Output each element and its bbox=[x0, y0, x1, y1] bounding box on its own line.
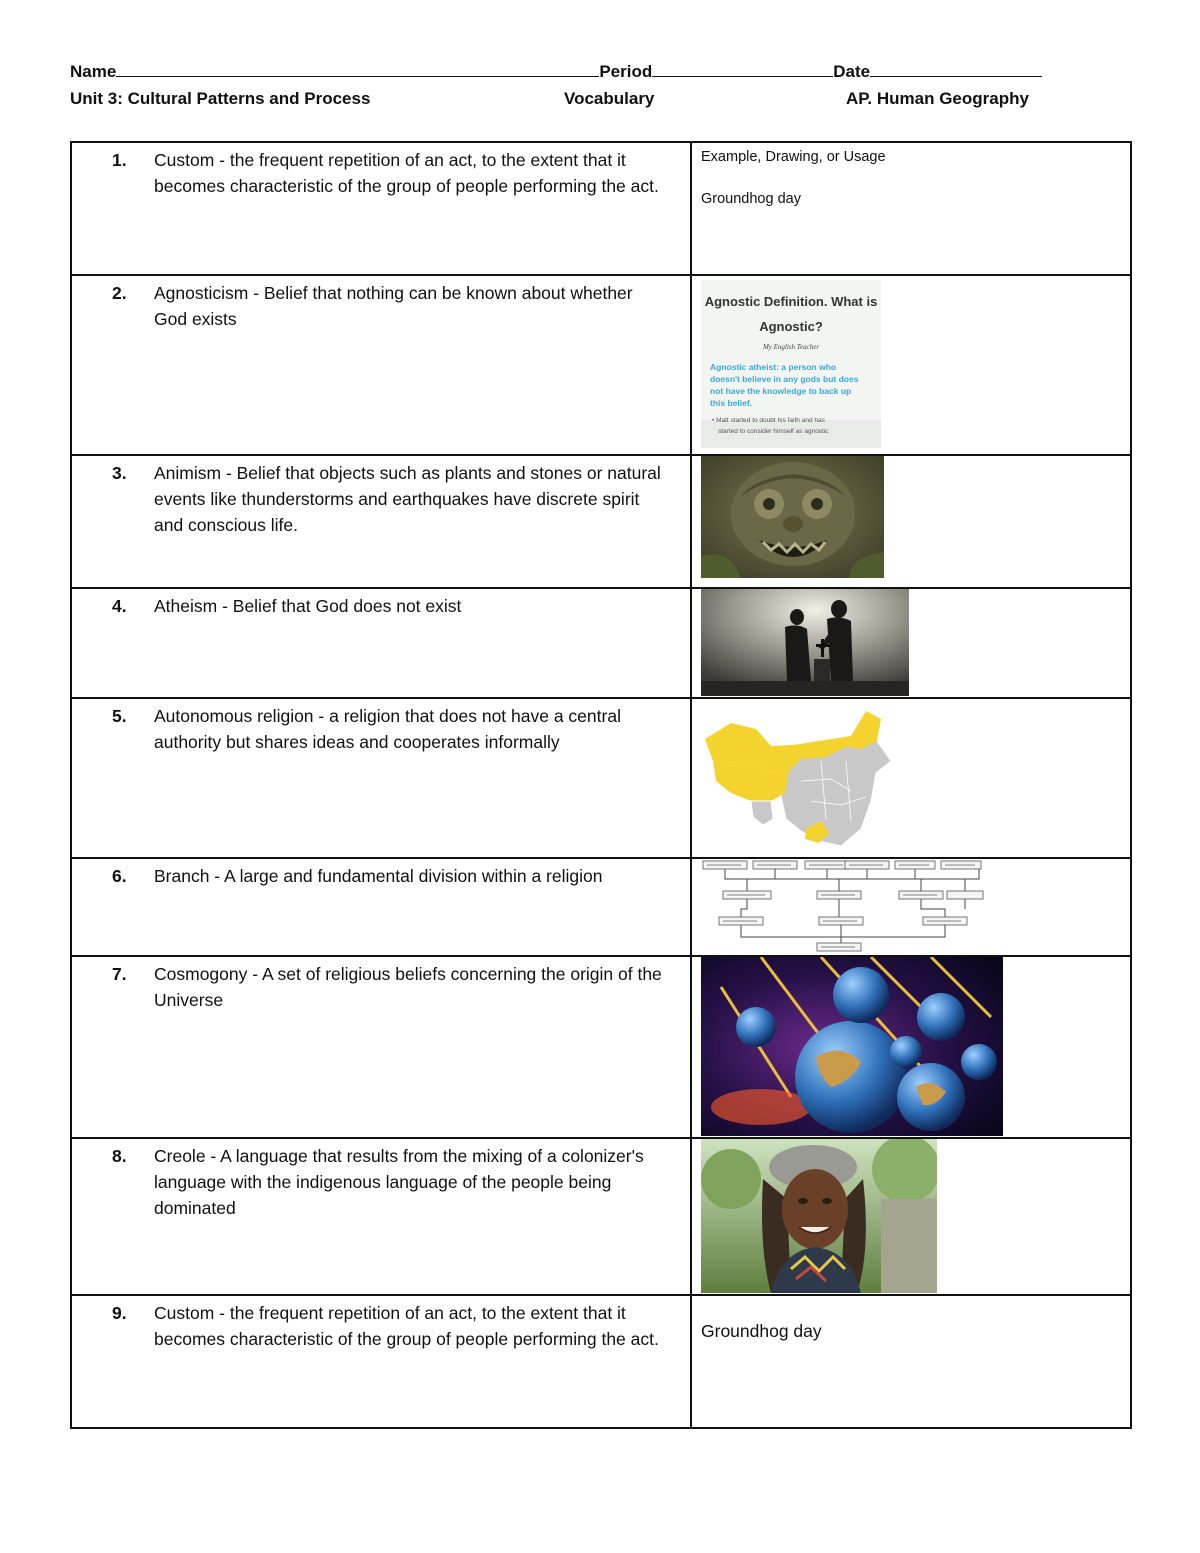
term-number: 3. bbox=[112, 463, 127, 483]
term-definition: Creole - A language that results from the mixing of a colonizer's language with the indigenous language of the people being dominated bbox=[154, 1146, 644, 1218]
example-text: Groundhog day bbox=[701, 1321, 822, 1341]
silhouettes-discarding-cross-image bbox=[701, 589, 909, 696]
example-cell bbox=[691, 275, 1131, 455]
term-number: 7. bbox=[112, 964, 127, 984]
period-label: Period bbox=[599, 62, 653, 81]
name-label: Name bbox=[70, 62, 117, 81]
slide-def-line: Agnostic atheist: a person who bbox=[710, 362, 837, 372]
table-row bbox=[71, 455, 1131, 588]
term-definition: Branch - A large and fundamental division within a religion bbox=[154, 866, 603, 886]
branch-tree-diagram-image bbox=[701, 859, 986, 954]
table-row bbox=[71, 588, 1131, 698]
date-field[interactable] bbox=[870, 60, 1042, 77]
subject-title: Vocabulary bbox=[564, 89, 655, 108]
term-number: 8. bbox=[112, 1146, 127, 1166]
example-cell bbox=[691, 698, 1131, 858]
term-cell bbox=[71, 956, 691, 1138]
term-definition: Agnosticism - Belief that nothing can be known about whether God exists bbox=[154, 283, 633, 329]
term-definition: Cosmogony - A set of religious beliefs concerning the origin of the Universe bbox=[154, 964, 662, 1010]
unit-title: Unit 3: Cultural Patterns and Process bbox=[70, 89, 371, 108]
table-row bbox=[71, 1295, 1131, 1428]
slide-brand: My English Teacher bbox=[762, 343, 820, 351]
agnostic-definition-slide-image bbox=[701, 280, 881, 448]
term-cell bbox=[71, 698, 691, 858]
example-cell bbox=[691, 455, 1131, 588]
period-field[interactable] bbox=[652, 60, 833, 77]
slide-title-1: Agnostic Definition. What is bbox=[704, 294, 878, 309]
term-number: 6. bbox=[112, 866, 127, 886]
slide-def-line: not have the knowledge to back up bbox=[710, 386, 852, 396]
course-title: AP. Human Geography bbox=[846, 89, 1029, 108]
term-cell bbox=[71, 588, 691, 698]
slide-def-line: this belief. bbox=[710, 398, 753, 408]
table-row bbox=[71, 858, 1131, 956]
name-line bbox=[70, 60, 1042, 82]
example-text: Groundhog day bbox=[701, 191, 801, 207]
slide-example-line: • Matt started to doubt his faith and has bbox=[712, 417, 825, 424]
term-definition: Custom - the frequent repetition of an act, to the extent that it becomes characteristic of the group of people performing the act. bbox=[154, 1303, 659, 1349]
example-cell bbox=[691, 142, 1131, 275]
term-number: 1. bbox=[112, 150, 127, 170]
stone-carved-face-image bbox=[701, 456, 884, 578]
name-field[interactable] bbox=[116, 60, 599, 77]
smiling-woman-portrait-image bbox=[701, 1139, 937, 1293]
term-definition: Animism - Belief that objects such as plants and stones or natural events like thunderstorms and earthquakes have discrete spirit and conscious life. bbox=[154, 463, 661, 535]
table-row bbox=[71, 275, 1131, 455]
slide-def-line: doesn't believe in any gods but does bbox=[710, 374, 859, 384]
term-cell bbox=[71, 275, 691, 455]
example-cell bbox=[691, 858, 1131, 956]
slide-example-line: started to consider himself as agnostic bbox=[718, 428, 829, 435]
term-cell bbox=[71, 142, 691, 275]
table-row bbox=[71, 698, 1131, 858]
example-cell bbox=[691, 956, 1131, 1138]
example-cell bbox=[691, 588, 1131, 698]
vocabulary-table bbox=[70, 141, 1132, 1429]
term-number: 5. bbox=[112, 706, 127, 726]
slide-title-2: Agnostic? bbox=[759, 319, 823, 334]
term-definition: Atheism - Belief that God does not exist bbox=[154, 596, 462, 616]
multiple-earths-in-space-image bbox=[701, 957, 1003, 1136]
term-cell bbox=[71, 1138, 691, 1295]
term-definition: Autonomous religion - a religion that does not have a central authority but shares ideas and cooperates informally bbox=[154, 706, 621, 752]
term-number: 2. bbox=[112, 283, 127, 303]
example-cell bbox=[691, 1295, 1131, 1428]
term-definition: Custom - the frequent repetition of an act, to the extent that it becomes characteristic of the group of people performing the act. bbox=[154, 150, 659, 196]
term-cell bbox=[71, 858, 691, 956]
term-cell bbox=[71, 1295, 691, 1428]
term-number: 4. bbox=[112, 596, 127, 616]
table-row bbox=[71, 1138, 1131, 1295]
term-number: 9. bbox=[112, 1303, 127, 1323]
example-column-header: Example, Drawing, or Usage bbox=[701, 149, 886, 165]
term-cell bbox=[71, 455, 691, 588]
china-map-image bbox=[701, 701, 896, 851]
example-cell bbox=[691, 1138, 1131, 1295]
date-label: Date bbox=[833, 62, 871, 81]
table-row bbox=[71, 142, 1131, 275]
table-row bbox=[71, 956, 1131, 1138]
